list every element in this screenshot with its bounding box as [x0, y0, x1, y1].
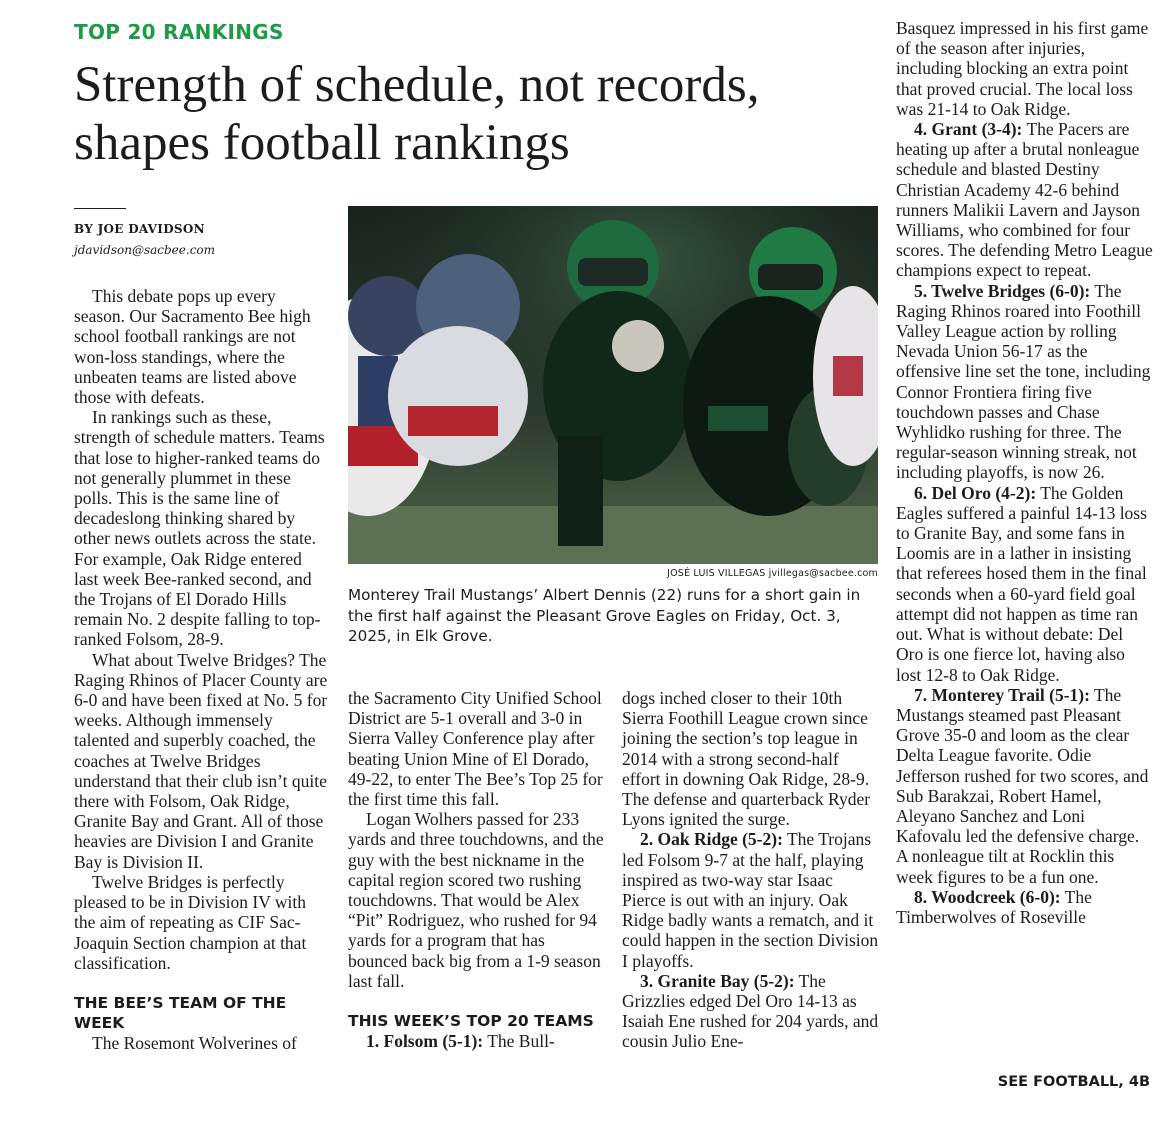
- ranking-entry: [896, 281, 1154, 483]
- paragraph: dogs inched closer to their 10th Sierra Foothill League crown since joining the section’s top league in 2014 with a strong second-half effort in downing Oak Ridge, 28-9. The defense and quarterback Ryder Lyons ignited the surge.: [622, 688, 871, 830]
- ranking-entry: [622, 829, 880, 970]
- byline-rule: [74, 208, 126, 209]
- ranking-team: 3. Granite Bay (5-2):: [640, 970, 795, 991]
- photo-credit: JOSÉ LUIS VILLEGAS jvillegas@sacbee.com: [667, 568, 878, 579]
- subhead-top-20: THIS WEEK’S TOP 20 TEAMS: [348, 1012, 594, 1031]
- author-email: jdavidson@sacbee.com: [74, 243, 216, 257]
- ranking-text: The Bull-: [483, 1031, 555, 1052]
- ranking-entry: [896, 685, 1154, 887]
- paragraph: Twelve Bridges is perfectly pleased to be in Division IV with the aim of repeating as CIF Sac-Joaquin Section champion at that classification.: [74, 871, 307, 973]
- ranking-text: The Grizzlies edged Del Oro 14-13 as Isaiah Ene rushed for 204 yards, and cousin Julio Ene-: [622, 970, 879, 1052]
- ranking-entry: [622, 971, 880, 1052]
- ranking-entry: [896, 887, 1154, 927]
- subhead-team-of-week: THE BEE’S TEAM OF THE WEEK: [74, 993, 287, 1032]
- ranking-team: 7. Monterey Trail (5-1):: [914, 684, 1090, 705]
- ranking-entry: [896, 483, 1154, 685]
- ranking-team: 8. Woodcreek (6-0):: [914, 886, 1061, 907]
- article-column-4: [896, 18, 1154, 927]
- photo-caption: Monterey Trail Mustangs’ Albert Dennis (22) runs for a short gain in the first half against the Pleasant Grove Eagles on Friday, Oct. 3, 2025, in Elk Grove.: [348, 586, 861, 645]
- ranking-text: The Pacers are heating up after a brutal nonleague schedule and blasted Destiny Christian Academy 42-6 behind runners Malikii Lavern and Jayson Williams, who combined for four scores. The defending Metro League champions expect to repeat.: [896, 119, 1153, 281]
- paragraph: the Sacramento City Unified School District are 5-1 overall and 3-0 in Sierra Valley Conference play after beating Union Mine of El Dorado, 49-22, to enter The Bee’s Top 25 for the first time this fall.: [348, 688, 603, 810]
- paragraph: What about Twelve Bridges? The Raging Rhinos of Placer County are 6-0 and have been fixed at No. 5 for weeks. Although immensely talented and superbly coached, the coaches at Twelve Bridges understand that their club isn’t quite there with Folsom, Oak Ridge, Granite Bay and Grant. All of those heavies are Division I and Granite Bay is Division II.: [74, 649, 328, 872]
- article-column-1: [74, 286, 330, 1053]
- paragraph: The Rosemont Wolverines of: [92, 1032, 297, 1053]
- paragraph: This debate pops up every season. Our Sacramento Bee high school football rankings are not won-loss standings, where the unbeaten teams are listed above those with defeats.: [74, 286, 311, 408]
- ranking-entry: [348, 1031, 604, 1051]
- paragraph: In rankings such as these, strength of schedule matters. Teams that lose to higher-ranked teams do not generally plummet in these polls. This is the same line of decadeslong thinking shared by other news outlets across the state. For example, Oak Ridge entered last week Bee-ranked second, and the Trojans of El Dorado Hills remain No. 2 despite falling to top-ranked Folsom, 28-9.: [74, 407, 325, 650]
- jump-line[interactable]: SEE FOOTBALL, 4B: [997, 1074, 1150, 1090]
- ranking-team: 2. Oak Ridge (5-2):: [640, 829, 783, 850]
- ranking-entry: [896, 119, 1154, 281]
- ranking-team: 6. Del Oro (4-2):: [914, 482, 1037, 503]
- ranking-text: The Trojans led Folsom 9-7 at the half, playing inspired as two-way star Isaac Pierce is out with an injury. Oak Ridge badly wants a rematch, and it could happen in the section Division I playoffs.: [622, 829, 879, 971]
- paragraph: Logan Wolhers passed for 233 yards and three touchdowns, and the guy with the best nickname in the capital region scored two rushing touchdowns. That would be Alex “Pit” Rodriguez, who rushed for 94 yards for a program that has bounced back big from a 1-9 season last fall.: [348, 809, 604, 991]
- section-kicker: TOP 20 RANKINGS: [74, 20, 284, 44]
- byline: BY JOE DAVIDSON: [74, 222, 205, 236]
- ranking-text: The Golden Eagles suffered a painful 14-13 loss to Granite Bay, and some fans in Loomis are in a lather in insisting that referees hosed them in the final seconds when a 60-yard field goal attempt did not happen as time ran out. What is without debate: Del Oro is one fierce lot, having also lost 12-8 to Oak Ridge.: [896, 482, 1147, 685]
- paragraph: Basquez impressed in his first game of the season after injuries, including blocking an extra point that proved crucial. The local loss was 21-14 to Oak Ridge.: [896, 18, 1149, 119]
- ranking-text: The Raging Rhinos roared into Foothill Valley League action by rolling Nevada Union 56-17 as the offensive line set the tone, including Connor Frontiera firing five touchdown passes and Chase Wyhlidko rushing for three. The regular-season winning streak, not including playoffs, is now 26.: [896, 280, 1151, 483]
- article-column-2: [348, 688, 604, 1051]
- ranking-team: 1. Folsom (5-1):: [366, 1031, 484, 1052]
- ranking-team: 4. Grant (3-4):: [914, 119, 1023, 140]
- ranking-text: The Timberwolves of Roseville: [896, 886, 1092, 927]
- article-column-3: [622, 688, 880, 1052]
- ranking-text: The Mustangs steamed past Pleasant Grove 35-0 and loom as the clear Delta League favorite. Odie Jefferson rushed for two scores, and Sub Barakzai, Robert Hamel, Aleyano Sanchez and Loni Kafovalu led the defensive charge. A nonleague tilt at Rocklin this week figures to be a fun one.: [896, 684, 1149, 887]
- football-photo: [348, 206, 878, 564]
- headline: Strength of schedule, not records, shapes football rankings: [74, 57, 760, 171]
- ranking-team: 5. Twelve Bridges (6-0):: [914, 280, 1091, 301]
